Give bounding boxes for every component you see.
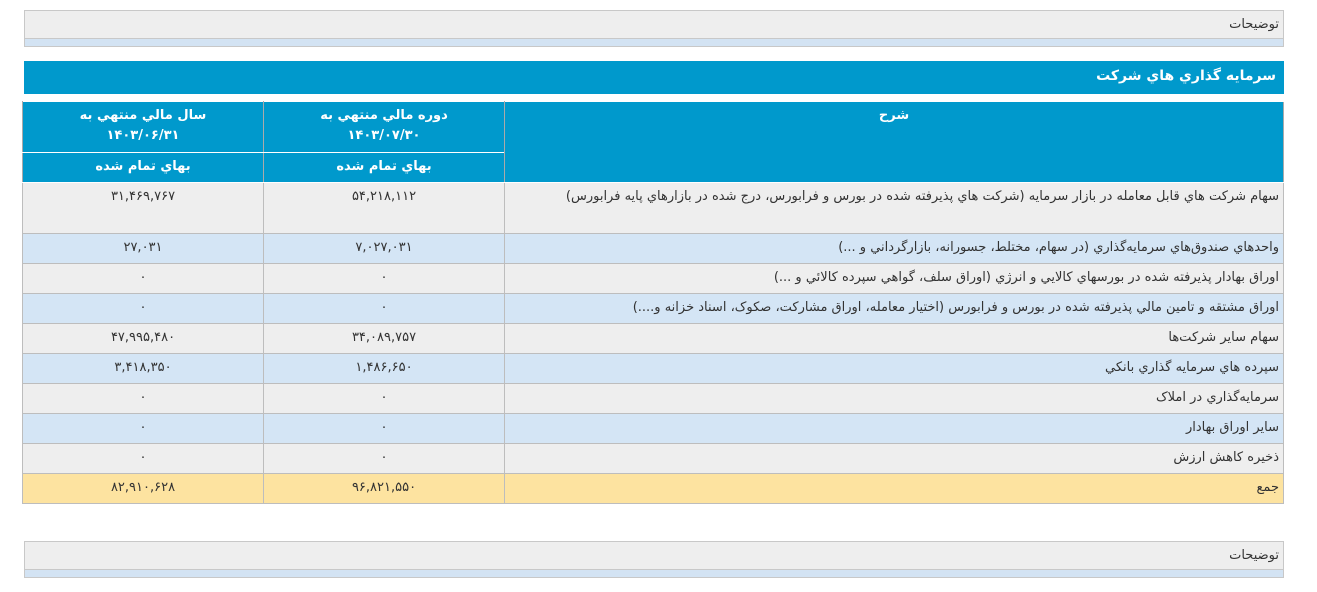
cell-year: ۳۱,۴۶۹,۷۶۷	[23, 183, 264, 234]
cell-desc: اوراق بهادار پذيرفته شده در بورسهاي کالايي و انرژي (اوراق سلف، گواهي سپرده کالائي و ...)	[505, 264, 1284, 294]
notes-label: توضيحات	[1229, 548, 1279, 563]
table-row	[23, 234, 1284, 264]
header-period	[264, 102, 505, 153]
table-row	[23, 264, 1284, 294]
cell-year: ۳,۴۱۸,۳۵۰	[23, 354, 264, 384]
investments-table-wrap	[24, 101, 1284, 504]
cell-desc: سرمايه‌گذاري در املاک	[505, 384, 1284, 414]
total-desc: جمع	[505, 474, 1284, 504]
total-period: ۹۶,۸۲۱,۵۵۰	[264, 474, 505, 504]
header-period-label: دوره مالي منتهي به	[320, 108, 448, 123]
cell-year: ۰	[23, 444, 264, 474]
investments-table	[22, 101, 1284, 504]
notes-label: توضيحات	[1229, 17, 1279, 32]
table-row	[23, 294, 1284, 324]
cell-period: ۰	[264, 264, 505, 294]
cell-period: ۵۴,۲۱۸,۱۱۲	[264, 183, 505, 234]
cell-year: ۰	[23, 414, 264, 444]
cell-period: ۰	[264, 444, 505, 474]
cell-desc: سهام ساير شرکت‌ها	[505, 324, 1284, 354]
total-row	[23, 474, 1284, 504]
cell-period: ۰	[264, 414, 505, 444]
cell-year: ۰	[23, 384, 264, 414]
header-cost-year: بهاي تمام شده	[23, 153, 264, 183]
header-year	[23, 102, 264, 153]
header-desc: شرح	[505, 102, 1284, 183]
top-notes-body	[24, 39, 1284, 47]
cell-year: ۰	[23, 264, 264, 294]
table-row	[23, 414, 1284, 444]
header-year-date: ۱۴۰۳/۰۶/۳۱	[106, 128, 180, 143]
cell-desc: ذخيره کاهش ارزش	[505, 444, 1284, 474]
header-period-date: ۱۴۰۳/۰۷/۳۰	[347, 128, 421, 143]
header-year-label: سال مالي منتهي به	[79, 108, 207, 123]
section-title: سرمايه گذاري هاي شرکت	[24, 61, 1284, 94]
cell-year: ۲۷,۰۳۱	[23, 234, 264, 264]
bottom-notes-header	[24, 541, 1284, 570]
table-row	[23, 324, 1284, 354]
table-row	[23, 384, 1284, 414]
cell-desc: اوراق مشتقه و تامين مالي پذيرفته شده در بورس و فرابورس (اختيار معامله، اوراق مشارکت، صکوک، اسناد خزانه و....)	[505, 294, 1284, 324]
cell-year: ۰	[23, 294, 264, 324]
table-row	[23, 444, 1284, 474]
table-row	[23, 183, 1284, 234]
cell-period: ۰	[264, 294, 505, 324]
cell-desc: ساير اوراق بهادار	[505, 414, 1284, 444]
cell-desc: واحدهاي صندوق‌هاي سرمايه‌گذاري (در سهام، مختلط، جسورانه، بازارگرداني و ...)	[505, 234, 1284, 264]
cell-desc: سپرده هاي سرمايه گذاري بانکي	[505, 354, 1284, 384]
cell-period: ۰	[264, 384, 505, 414]
cell-period: ۱,۴۸۶,۶۵۰	[264, 354, 505, 384]
cell-year: ۴۷,۹۹۵,۴۸۰	[23, 324, 264, 354]
bottom-notes-body	[24, 570, 1284, 578]
table-row	[23, 354, 1284, 384]
cell-period: ۷,۰۲۷,۰۳۱	[264, 234, 505, 264]
total-year: ۸۲,۹۱۰,۶۲۸	[23, 474, 264, 504]
cell-desc: سهام شرکت هاي قابل معامله در بازار سرمايه (شرکت هاي پذيرفته شده در بورس و فرابورس، درج شده در بازارهاي پايه فرابورس)	[505, 183, 1284, 234]
header-cost-period: بهاي تمام شده	[264, 153, 505, 183]
cell-period: ۳۴,۰۸۹,۷۵۷	[264, 324, 505, 354]
top-notes-header	[24, 10, 1284, 39]
